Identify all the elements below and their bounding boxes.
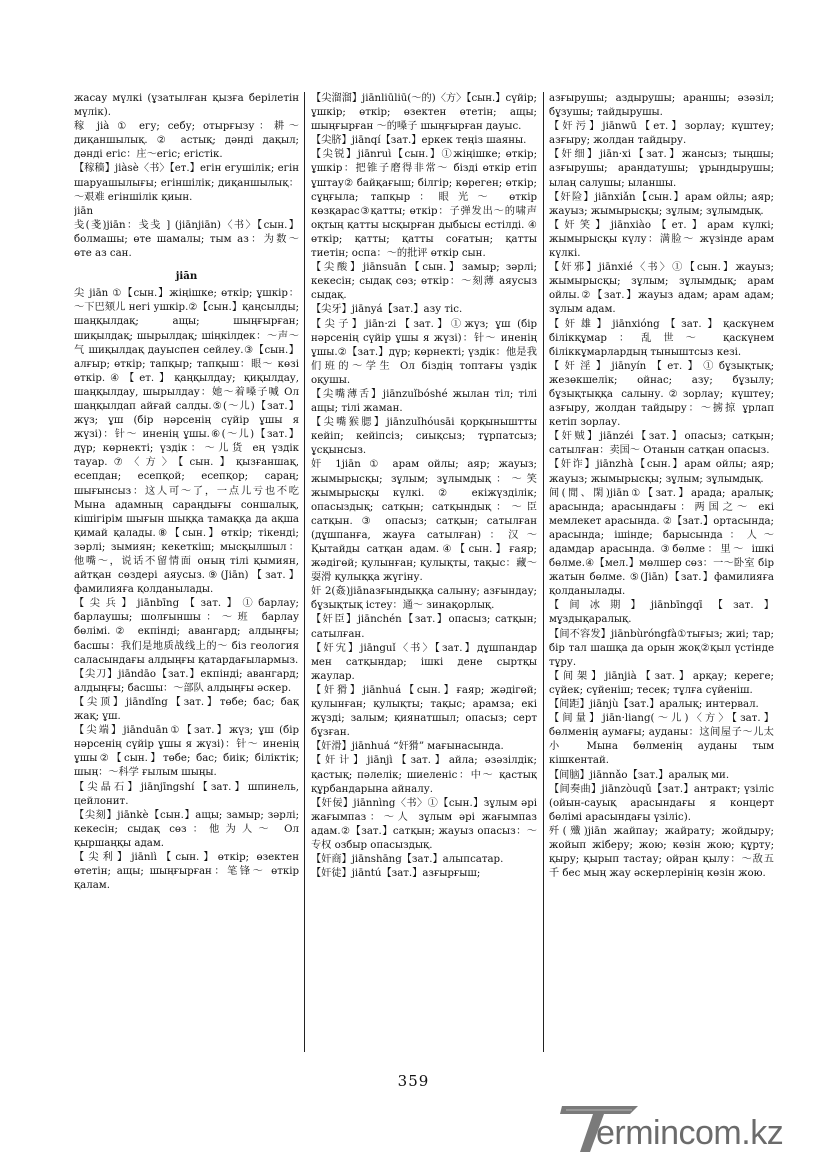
dictionary-entry: 【奸细】jiān·xi【зат.】жансыз; тыңшы; азғырушы; арандатушы; ұрындырушы; ылаң салушы; ыланшы. [549,149,774,189]
dictionary-entry: 【间量】jiān·liang(～儿)〈方〉【зат.】бөлменің аумағы; ауданы：这间屋子～儿太小 Мына бөлменің ауданы тым кішкентай. [549,713,774,767]
dictionary-entry: 【奸雄】jiānxióng【зат.】қаскүнем білікқұмар：乱世～ қаскүнем біліккұмарлардың тыныштсыз кезі. [549,318,774,358]
dictionary-entry: 【奸邪】jiānxié〈书〉①【сын.】жауыз; жымырысқы; зұлым; зұлымдық; арам ойлы.②【зат.】жауыз адам; арам адам; зұлым адам. [549,262,774,316]
section-heading: jiān [74,205,94,217]
dictionary-entry: 【尖锐】jiānruì【сын.】①жіңішке; өткір; ұшкір：把锥子磨得非常～ бізді өткір етіп ұштау② байқағыш; білгір; көреген; өткір; сұңғыла; тапқыр：眼光～ өткір көзқарас③қатты; өткір：子弹发出～的啸声 оқтың қатты ысқырған дыбысы естілді. ④ өткір; қатты; қатты соғатын; қатты тиетін; оспа：～的批评 өткір сын. [311,149,537,260]
column-middle [311,92,537,1092]
dictionary-page [74,92,774,1092]
dictionary-entry: 【奸佞】jiānnìng〈书〉①【сын.】зұлым әрі жағымпаз：～人 зұлым әрі жағымпаз адам.②【зат.】сатқын; жауыз опасыз：～专权 озбыр опасыздық. [311,797,537,851]
dictionary-entry: 【奸诈】jiānzhà【сын.】арам ойлы; аяр; жауыз; жымырысқы; зұлым; зұлымдық. [549,459,774,485]
dictionary-entry: 【奸计】jiānjì【зат.】айла; әзәзілдік; қастық; пәлелік; шиеленіс：中～ қастық құрбандарына айналу. [311,755,537,795]
dictionary-entry: жасау мүлкі (ұзатылған қызға берілетін мүлік). [74,93,299,119]
dictionary-entry: азғырушы; аздырушы; араншы; әзәзіл; бұзушы; тайдырушы. [549,93,774,119]
dictionary-entry: 【奸污】jiānwū【ет.】зорлау; күштеу; азғыру; жолдан тайдыру. [549,121,774,147]
dictionary-entry: 【奸宄】jiānguǐ〈书〉【зат.】дұшпандар мен сатқындар; ішкі дене сыртқы жаулар. [311,642,537,682]
dictionary-entry: 奸 1jiān ① арам ойлы; аяр; жауыз; жымырысқы; зұлым; зұлымдық：～笑 жымырысқы күлкі. ② екіжүзділік; опасыздық; сатқын; сатқындық：～臣 сатқын. ③ опасыз; сатқын; сатылған (дұшпанға, жауға сатылған)：汉～ Қытайды сатқан адам.④【сын.】ғаяр; жәдігөй; қулынған; қулықты, тақыс：藏～耍滑 қулыққа жүгіну. [311,459,537,584]
dictionary-entry: 【奸险】jiānxiǎn【сын.】арам ойлы; аяр; жауыз; жымырысқы; зұлым; зұлымдық. [549,191,774,217]
dictionary-entry: 【奸滑】jiānhuá “奸猾” мағынасында. [311,741,504,753]
dictionary-entry: 【奸贼】jiānzéi【зат.】опасыз; сатқын; сатылған：卖国～ Отанын сатқан опасыз. [549,431,774,457]
termincom-logo [560,1100,810,1152]
dictionary-entry: 间(閒、閑)jiān①【зат.】арада; аралық; арасында; арасындағы：两国之～ екі мемлекет арасында. ②【зат.】ортасында; арасында; ішінде; барысында：人～ адамдар арасында. ③бөлме：里～ ішкі бөлме.④【мел.】мөлшер сөз：一～卧室 бір жатын бөлме. ⑤(Jiān)【зат.】фамилияға қолданылады. [549,487,774,598]
dictionary-entry: 【间冰期】jiānbīngqī【зат.】мұздықаралық. [549,600,774,626]
dictionary-entry: 【尖刀】jiāndāo【зат.】екпінді; авангард; алдыңғы; басшы：～部队 алдыңғы әскер. [74,668,299,694]
dictionary-entry: 【奸猾】jiānhuá【сын.】ғаяр; жәдігөй; қулынған; қулықты; тақыс; арамза; екі жүзді; залым; қиянатшыл; опасыз; серт бұзған. [311,684,537,739]
dictionary-entry: 【奸淫】jiānyín【ет.】①бұзықтық; жезөкшелік; ойнас; азу; бұзылу; бұзықтыққа салыну.②зорлау; күштеу; азғыру, жолдан тайдыру：～掳掠 ұрлап кетіп зорлау. [549,360,774,429]
dictionary-entry: 【尖脐】jiānqí【зат.】еркек теңіз шаяны. [311,135,527,147]
dictionary-entry: 【尖嘴猴腮】jiānzuǐhóusāi қорқыныштты кейіп; кейіпсіз; сиықсыз; тұрпатсыз; ұсқынсыз. [311,417,537,457]
dictionary-entry: 歼(殲)jiān жайпау; жайрату; жойдыру; жойып жіберу; жою; көзін жою; құрту; қыру; қырып тастау; ойран қылу：～敌五千 бес мың жау әскерлерінің көзін жою. [549,825,774,880]
dictionary-entry: 【尖嘴薄舌】jiānzuǐbóshé жылан тіл; тілі ащы; тілі жаман. [311,388,537,415]
dictionary-entry: 奸 2(姦)jiānазғындыққа салыну; азғындау; бұзықтық істеу：通～ зинақорлық. [311,586,537,612]
dictionary-entry: 【稼穑】jiàsè〈书〉【ет.】егін егушілік; егін шаруашылығы; егіншілік; диқаншылық：～艰难 егіншілік қиын. [74,163,299,203]
dictionary-entry: 【尖利】jiānlì【сын.】өткір; өзектен өтетін; ащы; шыңғырған：笔锋～ өткір қалам. [74,851,299,892]
column-left [74,92,299,1092]
dictionary-entry: 【奸笑】jiānxiào【ет.】арам күлкі; жымырысқы күлу：满脸～ жүзінде арам күлкі. [549,219,774,260]
dictionary-entry: 【间脑】jiānnǎo【зат.】аралық ми. [549,769,730,781]
dictionary-entry: 【间奏曲】jiānzòuqǔ【зат.】антракт; үзіліс (ойын-сауық арасындағы я концерт бөлімі арасындағы үзіліс). [549,783,774,823]
column-divider [304,92,305,1052]
dictionary-entry: 戋(戔)jiān：戋戋 ] (jiānjiān)〈书〉【сын.】болмашы; өте шамалы; тым аз：为数～ өте аз сан. [74,219,299,260]
dictionary-entry: 【尖兵】jiānbīng【зат.】①барлау; барлаушы; шолғыншы：～班 барлау бөлімі.② екпінді; авангард; алдыңғы; басшы：我们是地质战线上的～ біз геология саласындағы алдыңғы қатардағылармыз. [74,598,299,666]
section-heading: jiān [175,270,198,283]
dictionary-entry: 稼 jià ① егу; себу; отырғызу：耕～ диқаншылық. ② астық; дәнді дақыл; дәнді егіс：庄～егіс; егістік. [74,121,299,161]
dictionary-entry: 【尖溜溜】jiānliūliū(～的)〈方〉【сын.】сүйір; ұшкір; өткір; өзектен өтетін; ащы; шыңғырған ～的嗓子 шыңғырған дауыс. [311,93,537,133]
page-number: 359 [397,1072,430,1090]
dictionary-entry: 尖 jiān ①【сын.】жіңішке; өткір; ұшкір：～下巴颏儿 негі ушкір.②【сын.】қаңсылды; шаңқылдақ; ащы; шыңғырған; шиқылдақ; шырылдақ; шіңкілдек：～声～气 шиқылдақ дауыспен сейлеу.③【сын.】алғыр; өткір; тапқыр; тапқыш：眼～ көзі өткір.④【ет.】қаңқылдау; қиқылдау, шаңқылдау, шырылдау：她～着嗓子喊 Ол шаңқылдап айғай салды.⑤(～儿)【зат.】жүз; ұш (бір нәрсенің сүйір ұшы я жүзі)：针～ иненің ұшы.⑥(～儿)【зат.】дүр; көрнекті; үздік：～儿货 ең үздік тауар.⑦〈方〉【сын.】қызғаншақ, есепдан; есепқой; есепқор; сараң; шығынсыз：这人可～了，一点儿亏也不吃 Мына адамның сараңдығы соншалық, кішігірім шығын шыққа тамаққа да ақша қимай қалады.⑧【сын.】өткір; тікенді; зәрлі; зымиян; кекеткіш; мысқылшыл：他嘴～，说话不留情面 оның тілі қымиян, айтқан сөздері аяусыз.⑨(Jiān)【зат.】фамилияға қолданылады. [74,288,299,596]
dictionary-entry: 【尖牙】jiānyá【зат.】азу тіс. [311,304,463,316]
dictionary-entry: 【尖子】jiān·zi【зат.】①жүз; ұш (бір нәрсенің сүйір ұшы я жүзі)：针～ иненің ұшы.②【зат.】дүр; көрнекті; үздік：他是我们班的～学生 Ол біздің топтағы үздік оқушы. [311,318,537,386]
dictionary-entry: 【奸徒】jiāntú【зат.】азғырғыш; [311,868,481,880]
column-right [549,92,774,1092]
dictionary-entry: 【间架】jiānjià【зат.】арқау; кереге; сүйек; сүйеніш; тесек; тұлға сүйеніш. [549,670,774,696]
dictionary-entry: 【奸臣】jiānchén【зат.】опасыз; сатқын; сатылған. [311,614,537,640]
dictionary-entry: 【尖刻】jiānkè【сын.】ащы; замыр; зәрлі; кекесін; сыдақ сөз：他为人～ Ол қыршаңқы адам. [74,809,299,849]
dictionary-entry: 【尖顶】jiāndǐng【зат.】төбе; бас; бақ жақ; ұш. [74,696,299,723]
dictionary-entry: 【间距】jiānjù【зат.】аралық; интервал. [549,699,759,711]
dictionary-entry: 【间不容发】jiānbùróngfà①тығыз; жиі; тар; бір тал шашқа да орын жоқ②қыл үстінде тұру. [549,628,774,668]
dictionary-entry: 【奸商】jiānshāng【зат.】алыпсатар. [311,854,504,866]
dictionary-entry: 【尖端】jiānduān①【зат.】жүз; ұш (бір нәрсенің сүйір ұшы я жүзі)：针～ иненің ұшы②【сын.】төбе; бас; биік; біліктік; шың：～科学 ғылым шыңы. [74,725,299,779]
dictionary-entry: 【尖晶石】jiānjīngshí【зат.】шпинель, цейлонит. [74,781,299,807]
dictionary-entry: 【尖酸】jiānsuān【сын.】замыр; зәрлі; кекесін; сыдақ сөз; өткір：～刻薄 аяусыз сыдақ. [311,262,537,302]
svg-text:ermincom.kz: ermincom.kz [596,1114,784,1152]
column-divider [543,92,544,1052]
